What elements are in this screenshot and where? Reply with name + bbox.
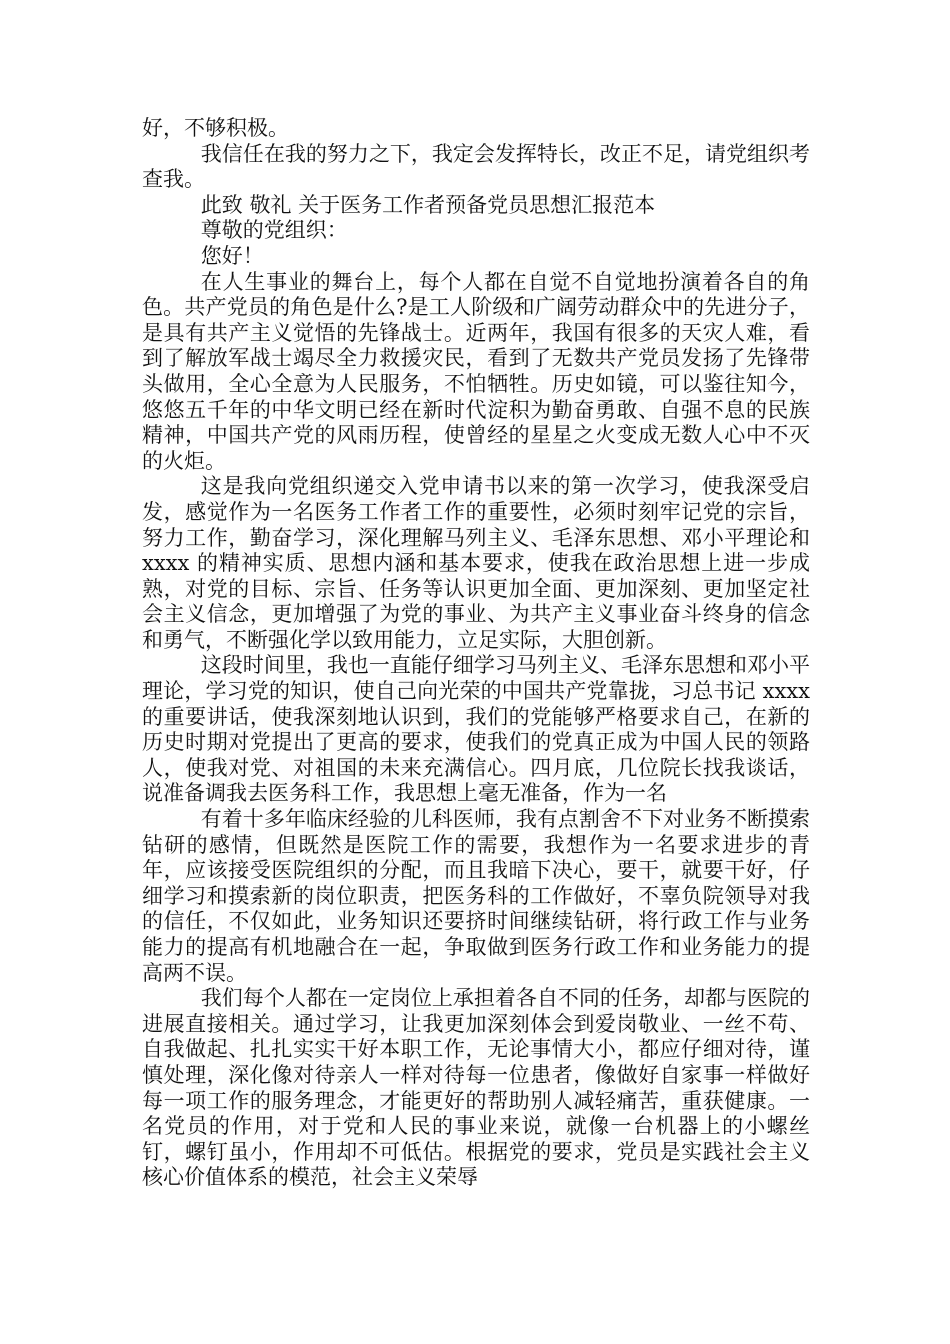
greeting: 您好！	[200, 243, 264, 268]
paragraph-6: 在人生事业的舞台上，每个人都在自觉不自觉地扮演着各自的角色。共产党员的角色是什么?是工人阶级和广阔劳动群众中的先进分子，是具有共产主义觉悟的先锋战士。近两年，我国有很多的天灾人难，看到了解放军战士竭尽全力救援灾民，看到了无数共产党员发扬了先锋带头做用，全心全意为人民服务，不怕牺牲。历史如镜，可以鉴往知今，悠悠五千年的中华文明已经在新时代淀积为勤奋勇敢、自强不息的民族精神，中国共产党的风雨历程，使曾经的星星之火变成无数人心中不灭的火炬。	[142, 269, 810, 473]
document-body	[142, 116, 810, 1191]
paragraph-2: 我信任在我的努力之下，我定会发挥特长，改正不足，请党组织考查我。	[142, 141, 810, 192]
paragraph-8: 这段时间里，我也一直能仔细学习马列主义、毛泽东思想和邓小平理论，学习党的知识，使自己向光荣的中国共产党靠拢，习总书记 xxxx 的重要讲话，使我深刻地认识到，我们的党能够严格要求自己，在新的历史时期对党提出了更高的要求，使我们的党真正成为中国人民的领路人，使我对党、对祖国的未来充满信心。四月底，几位院长找我谈话，说准备调我去医务科工作，我思想上毫无准备，作为一名	[142, 653, 810, 806]
paragraph-3: 此致 敬礼 关于医务工作者预备党员思想汇报范本	[200, 192, 656, 217]
salutation: 尊敬的党组织：	[200, 218, 348, 243]
paragraph-7: 这是我向党组织递交入党申请书以来的第一次学习，使我深受启发，感觉作为一名医务工作者工作的重要性，必须时刻牢记党的宗旨，努力工作，勤奋学习，深化理解马列主义、毛泽东思想、邓小平理论和 xxxx 的精神实质、思想内涵和基本要求，使我在政治思想上进一步成熟，对党的目标、宗旨、任务等认识更加全面、更加深刻、更加坚定社会主义信念，更加增强了为党的事业、为共产主义事业奋斗终身的信念和勇气，不断强化学以致用能力，立足实际，大胆创新。	[142, 474, 810, 652]
paragraph-10: 我们每个人都在一定岗位上承担着各自不同的任务，却都与医院的进展直接相关。通过学习，让我更加深刻体会到爱岗敬业、一丝不苟、自我做起、扎扎实实干好本职工作，无论事情大小，都应仔细对待，谨慎处理，深化像对待亲人一样对待每一位患者，像做好自家事一样做好每一项工作的服务理念，才能更好的帮助别人减轻痛苦，重获健康。一名党员的作用，对于党和人民的事业来说，就像一台机器上的小螺丝钉，螺钉虽小，作用却不可低估。根据党的要求，党员是实践社会主义核心价值体系的模范，社会主义荣辱	[142, 986, 810, 1190]
paragraph-1: 好，不够积极。	[142, 116, 289, 140]
paragraph-9: 有着十多年临床经验的儿科医师，我有点割舍不下对业务不断摸索钻研的感情，但既然是医院工作的需要，我想作为一名要求进步的青年，应该接受医院组织的分配，而且我暗下决心，要干，就要干好，仔细学习和摸索新的岗位职责，把医务科的工作做好，不辜负院领导对我的信任，不仅如此，业务知识还要挤时间继续钻研，将行政工作与业务能力的提高有机地融合在一起，争取做到医务行政工作和业务能力的提高两不误。	[142, 807, 810, 985]
